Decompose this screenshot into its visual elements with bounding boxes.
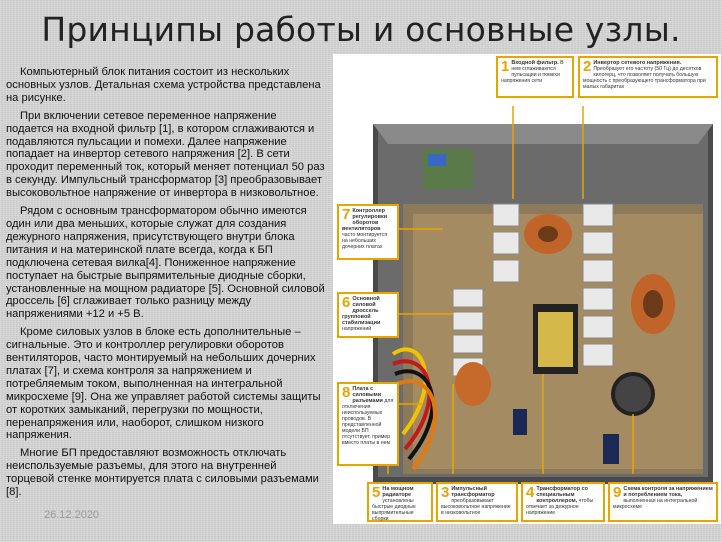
- callout-4: 4 Трансформатор со специальным контроллером, чтобы отвечает за дежурное напряжение: [521, 482, 605, 522]
- callout-5: 5 На мощном радиаторе установлены быстрые диодные выпрямительные сборки: [367, 482, 433, 522]
- callout-3: 3 Импульсный трансформатор преобразовывает высоковольтное напряжение в низковольтное: [436, 482, 518, 522]
- paragraph-4: Кроме силовых узлов в блоке есть дополнительные – сигнальные. Это и контроллер регулировки оборотов вентиляторов, часто монтируемый на небольших дочерних платах [7], и схема контроля за напряжением и потребляемым током, выполненная на интегральной микросхеме [9]. Она же управляет работой системы защиты от коротких замыканий, перегрузки по мощности, перенапряжения или, наоборот, слишком низкого напряжения.: [6, 326, 321, 442]
- paragraph-2: При включении сетевое переменное напряжение подается на входной фильтр [1], в котором сглаживаются и подавляются пульсации и помехи. Далее напряжение попадает на инвертор сетевого напряжения [2]. В сети проходит переменный ток, который меняет потенциал 50 раз в секунду. Импульсный трансформатор [3] преобразовывает высоковольтное напряжение от инвертора в низковольтное.: [6, 109, 325, 200]
- psu-diagram-figure: [333, 54, 721, 524]
- callout-7: 7 Контроллер регулировки оборотов вентиляторов часто монтируется на небольших дочерних платах: [337, 204, 399, 260]
- callout-9: 9 Схема контроля за напряжением и потреблением тока, выполненная на интегральной микросхеме: [608, 482, 718, 522]
- callout-8: 8 Плата с силовыми разъемами для отключения неиспользуемых проводов. В представленной модели БП отсутствует, пример вместо платы в нем: [337, 382, 399, 466]
- paragraph-3: Рядом с основным трансформатором обычно имеются один или два меньших, которые служат для создания дежурного напряжения, присутствующего внутри блока питания и на материнской плате всегда, когда к БП подключена сетевая вилка[4]. Пониженное напряжение поступает на быстрые выпрямительные диодные сборки, установленные на мощном радиаторе [5]. Основной силовой дроссель [6] сглаживает только разницу между напряжениями +12 и +5 В.: [6, 205, 325, 321]
- body-text: [6, 66, 326, 504]
- paragraph-5: Многие БП предоставляют возможность отключать неиспользуемые разъемы, для этого на внутренней торцевой стенке монтируется плата с силовыми разъемами [8].: [6, 447, 319, 499]
- slide-title: Принципы работы и основные узлы.: [41, 10, 681, 49]
- slide-date: 26.12.2020: [44, 509, 100, 521]
- callout-6: 6 Основной силовой дроссель групповой стабилизации напряжений: [337, 292, 399, 338]
- callout-1: 1 Входной фильтр. В нем сглаживаются пульсации и помехи напряжения сети: [496, 56, 574, 98]
- callout-2: 2 Инвертор сетевого напряжения. Преобразует его частоту (50 Гц) до десятков килогерц, что позволяет получать большую мощность с преобразующего трансформатора при малых габаритах: [578, 56, 718, 98]
- paragraph-1: Компьютерный блок питания состоит из нескольких основных узлов. Детальная схема устройства представлена на рисунке.: [6, 66, 321, 104]
